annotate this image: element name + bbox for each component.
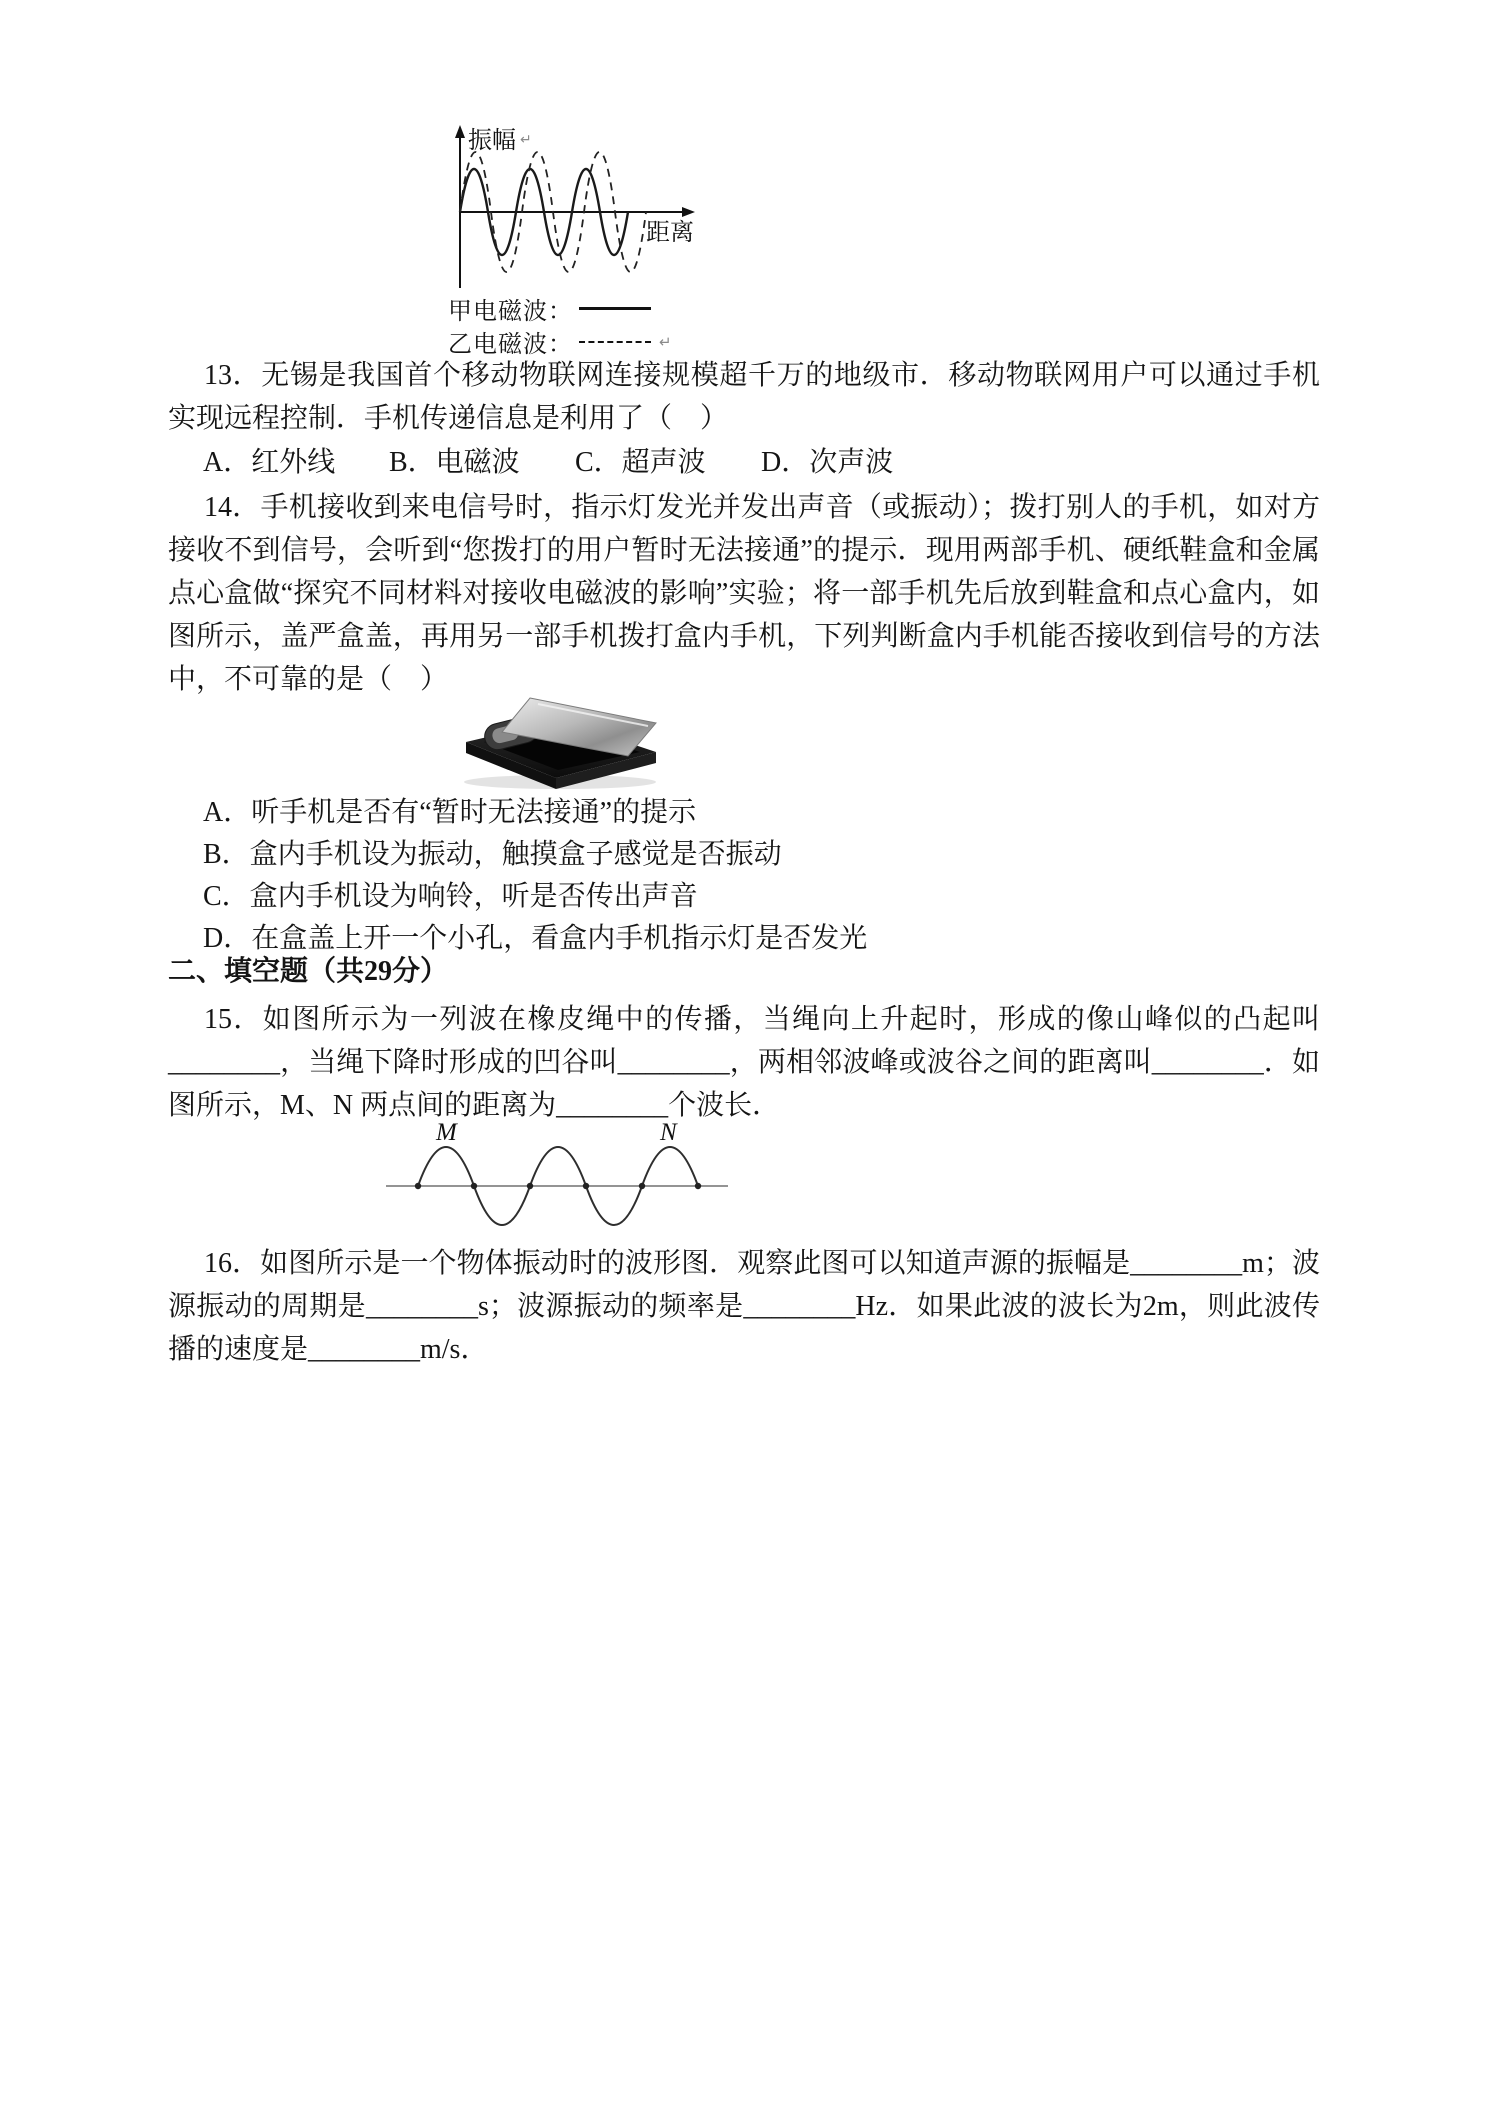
q13-option-b: B．电磁波	[389, 447, 520, 478]
wave-comparison-figure	[448, 124, 718, 358]
question-13-text: 13．无锡是我国首个移动物联网连接规模超千万的地级市．移动物联网用户可以通过手机实现远程控制．手机传递信息是利用了（ ）	[168, 360, 1320, 434]
section-2-heading: 二、填空题（共29分）	[168, 956, 449, 987]
return-mark-icon: ↵	[520, 132, 532, 148]
legend-dashed-label: 乙电磁波：	[448, 332, 573, 358]
return-mark-icon: ↵	[659, 332, 672, 351]
x-axis-label: 距离	[646, 220, 694, 246]
question-14-text: 14．手机接收到来电信号时，指示灯发光并发出声音（或振动）；拨打别人的手机，如对方接收不到信号，会听到“您拨打的用户暂时无法接通”的提示．现用两部手机、硬纸鞋盒和金属点心盒做“探究不同材料对接收电磁波的影响”实验；将一部手机先后放到鞋盒和点心盒内，如图所示，盖严盒盖，再用另一部手机拨打盒内手机，下列判断盒内手机能否接收到信号的方法中，不可靠的是（ ）	[168, 492, 1320, 695]
y-axis-label: 振幅	[468, 128, 516, 154]
question-16-text: 16．如图所示是一个物体振动时的波形图．观察此图可以知道声源的振幅是________m；波源振动的周期是________s；波源振动的频率是________Hz．如果此波的波长为2m，则此波传播的速度是________m/s．	[168, 1248, 1320, 1365]
point-n-label: N	[660, 1122, 677, 1146]
question-14-options	[203, 792, 867, 960]
question-13-options	[203, 441, 893, 484]
q14-option-c: C．盒内手机设为响铃，听是否传出声音	[203, 881, 698, 912]
node-dot	[639, 1183, 645, 1189]
point-m-label: M	[436, 1122, 457, 1146]
y-axis-arrow	[455, 125, 465, 138]
legend-row-solid	[448, 292, 718, 325]
phone-in-box-photo	[458, 690, 663, 795]
question-15-text: 15．如图所示为一列波在橡皮绳中的传播，当绳向上升起时，形成的像山峰似的凸起叫________，当绳下降时形成的凹谷叫________，两相邻波峰或波谷之间的距离叫________．如图所示，M、N 两点间的距离为________个波长．	[168, 1004, 1320, 1121]
wave-comparison-graph	[448, 124, 698, 292]
q13-option-c: C．超声波	[575, 447, 706, 478]
node-dot	[695, 1183, 701, 1189]
node-dot	[527, 1183, 533, 1189]
phone-in-box-illustration	[458, 690, 663, 790]
q13-option-a: A．红外线	[203, 447, 336, 478]
x-axis-arrow	[682, 207, 695, 217]
rope-wave-figure	[380, 1122, 740, 1242]
q14-option-d: D．在盒盖上开一个小孔，看盒内手机指示灯是否发光	[203, 923, 868, 954]
node-dot	[471, 1183, 477, 1189]
node-dot	[583, 1183, 589, 1189]
node-dot	[415, 1183, 421, 1189]
q13-option-d: D．次声波	[761, 447, 894, 478]
q14-option-b: B．盒内手机设为振动，触摸盒子感觉是否振动	[203, 839, 782, 870]
rope-wave-graph	[380, 1122, 740, 1237]
legend-solid-label: 甲电磁波：	[448, 299, 573, 325]
solid-line-sample-icon	[579, 307, 651, 310]
q14-option-a: A．听手机是否有“暂时无法接通”的提示	[203, 797, 697, 828]
dashed-line-sample-icon	[579, 341, 651, 343]
